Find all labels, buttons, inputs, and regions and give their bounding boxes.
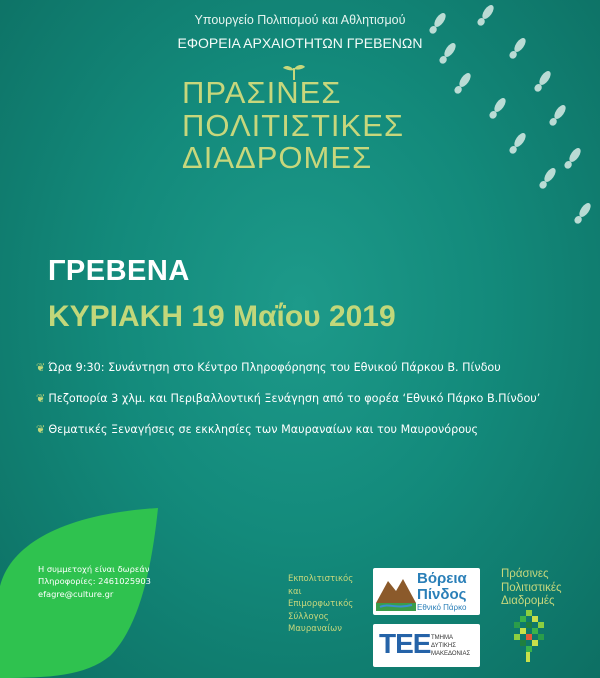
vp-subtitle: Εθνικό Πάρκο [417, 603, 467, 612]
tee-logo [373, 624, 480, 667]
logo-line-2: ΠΟΛΙΤΙΣΤΙΚΕΣ [182, 108, 405, 143]
association-line: Επιμορφωτικός [288, 599, 354, 609]
activity-item [36, 423, 478, 436]
event-date: ΚΥΡΙΑΚΗ 19 Μαΐου 2019 [48, 300, 396, 333]
activity-text: Πεζοπορία 3 χλμ. και Περιβαλλοντική Ξενάγηση από το φορέα ‘Εθνικό Πάρκο Β.Πίνδου’ [48, 392, 541, 405]
tee-subtitle [431, 634, 470, 658]
leaf-bullet-icon: ❦ [36, 361, 46, 374]
leaf-bullet-icon: ❦ [36, 392, 46, 405]
logo-line-3: ΔΙΑΔΡΟΜΕΣ [182, 140, 373, 175]
ministry-name: Υπουργείο Πολιτισμού και Αθλητισμού [194, 13, 406, 27]
brand-line-3: Διαδρομές [501, 595, 555, 607]
footprint-icon [563, 146, 583, 170]
vp-title [417, 571, 467, 603]
footprint-icon [573, 201, 593, 225]
brand-line-1: Πράσινες [501, 568, 549, 580]
footprint-icon [488, 96, 508, 120]
association-line: και [288, 586, 302, 597]
tee-sub-1: ΤΜΗΜΑ [431, 635, 453, 641]
brand-text [501, 568, 562, 609]
info-email[interactable]: efagre@culture.gr [38, 589, 114, 599]
activity-item [36, 361, 501, 374]
free-participation: Η συμμετοχή είναι δωρεάν [38, 564, 150, 574]
activity-item [36, 392, 540, 405]
footprint-icon [453, 71, 473, 95]
brand-line-2: Πολιτιστικές [501, 581, 562, 594]
footprint-icon [538, 166, 558, 190]
mountain-icon [376, 573, 416, 611]
vp-title-2: Πίνδος [417, 586, 467, 603]
footprint-icon [508, 131, 528, 155]
event-city: ΓΡΕΒΕΝΑ [48, 255, 190, 287]
association-line: Μαυραναίων [288, 624, 342, 634]
activity-text: Ώρα 9:30: Συνάντηση στο Κέντρο Πληροφόρησης του Εθνικού Πάρκου Β. Πίνδου [48, 361, 501, 374]
tee-sub-3: ΜΑΚΕΔΟΝΙΑΣ [431, 651, 471, 657]
info-phone: Πληροφορίες: 2461025903 [38, 576, 151, 586]
footprint-icon [548, 103, 568, 127]
vorea-pindos-logo [373, 568, 480, 615]
association-line: Εκπολιτιστικός [288, 574, 354, 584]
leaf-bullet-icon: ❦ [36, 423, 46, 436]
vp-title-1: Βόρεια [417, 570, 467, 587]
association-name [288, 573, 353, 636]
tee-sub-2: ΔΥΤΙΚΗΣ [431, 643, 456, 649]
footprint-icon [533, 69, 553, 93]
ephorate-name: ΕΦΟΡΕΙΑ ΑΡΧΑΙΟΤΗΤΩΝ ΓΡΕΒΕΝΩΝ [177, 35, 423, 51]
activity-text: Θεματικές Ξεναγήσεις σε εκκλησίες των Μαυραναίων και του Μαυρονόρους [48, 423, 479, 436]
tee-logo-text: ΤΕΕ [379, 628, 431, 659]
pixel-leaf-logo [510, 610, 550, 662]
association-line: Σύλλογος [288, 611, 329, 622]
logo-line-1: ΠΡΑΣΙΝΕΣ [182, 75, 342, 110]
